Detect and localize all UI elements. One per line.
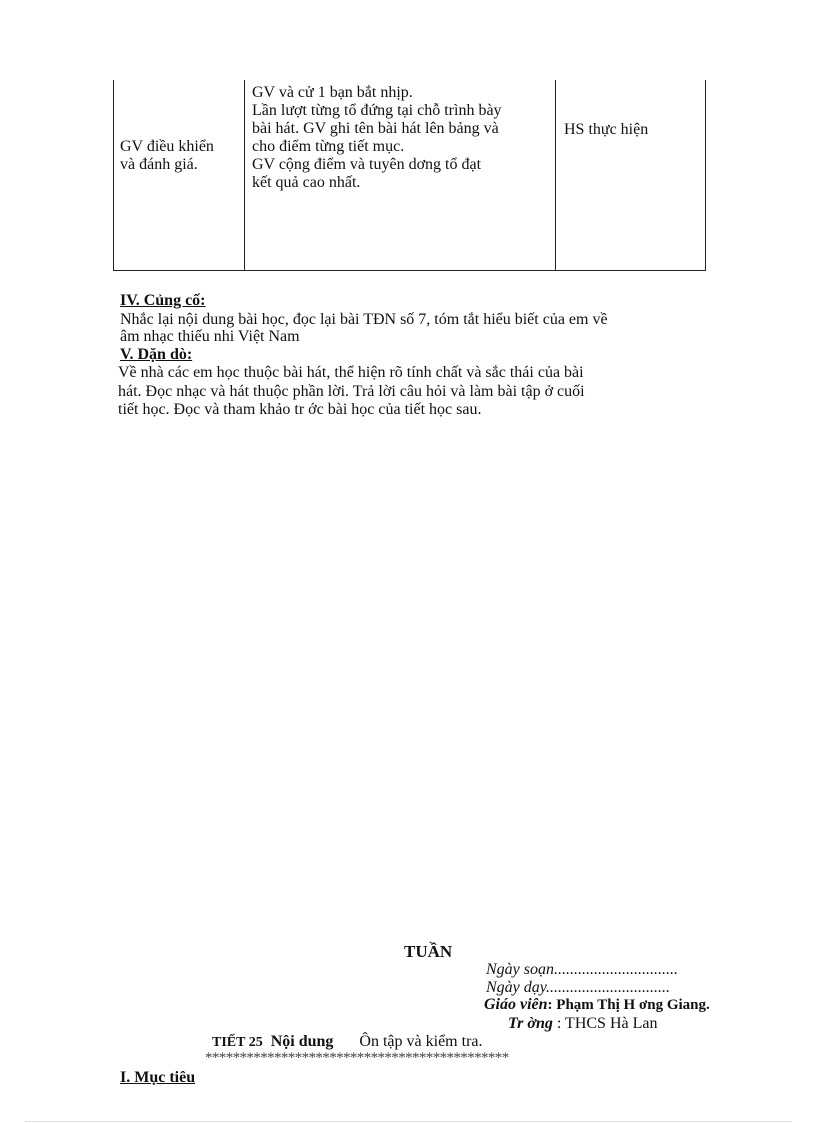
section-consolidation-heading: IV. Củng cố:: [120, 292, 206, 309]
table-cell-line: Lần lượt từng tổ đứng tại chỗ trình bày: [252, 102, 502, 119]
date-prepared: Ngày soạn...............................: [486, 961, 678, 978]
table-cell-line: GV và cử 1 bạn bắt nhịp.: [252, 84, 413, 101]
table-column-divider: [244, 80, 245, 270]
table-cell-student-role: [564, 121, 648, 139]
table-cell-line: kết quả cao nhất.: [252, 174, 361, 191]
section-homework-text: Về nhà các em học thuộc bài hát, thể hiện rõ tính chất và sắc thái của bài: [118, 364, 584, 381]
date-taught: Ngày dạy...............................: [486, 979, 670, 996]
lesson-activity-table: [113, 80, 706, 271]
table-cell-line: GV điều khiển: [120, 138, 214, 155]
section-homework-heading: V. Dặn dò:: [120, 346, 193, 363]
teacher-line: [484, 996, 710, 1014]
section-consolidation-text: Nhắc lại nội dung bài học, đọc lại bài TĐN số 7, tóm tắt hiểu biết của em về: [120, 311, 608, 328]
school-value: : THCS Hà Lan: [552, 1015, 658, 1032]
school-line: [508, 1015, 657, 1033]
lesson-content-value: Ôn tập và kiểm tra.: [359, 1033, 483, 1050]
table-cell-line: GV cộng điểm và tuyên dơng tổ đạt: [252, 156, 482, 173]
page-bottom-rule: [25, 1121, 791, 1122]
table-cell-line: HS thực hiện: [564, 121, 649, 138]
table-cell-activity: [252, 84, 502, 192]
table-cell-teacher-role: [120, 138, 214, 174]
section-consolidation-text: âm nhạc thiếu nhi Việt Nam: [120, 328, 300, 345]
table-cell-line: và đánh giá.: [120, 156, 198, 173]
section-homework-text: hát. Đọc nhạc và hát thuộc phần lời. Trả lời câu hỏi và làm bài tập ở cuối: [118, 383, 585, 400]
teacher-value: : Phạm Thị H ơng Giang.: [547, 997, 710, 1013]
section-objectives-heading: I. Mục tiêu: [120, 1069, 196, 1086]
table-cell-line: cho điểm từng tiết mục.: [252, 138, 405, 155]
teacher-label: Giáo viên: [484, 996, 548, 1013]
school-label: Tr ờng: [508, 1015, 553, 1032]
section-homework-text: tiết học. Đọc và tham khảo tr ớc bài học của tiết học sau.: [118, 401, 482, 418]
lesson-content-label: Nội dung: [270, 1033, 334, 1050]
lesson-number: TIẾT 25: [212, 1035, 263, 1050]
week-title: TUẦN: [404, 942, 453, 961]
star-separator: ********************************************: [205, 1050, 509, 1066]
table-column-divider: [555, 80, 556, 270]
table-cell-line: bài hát. GV ghi tên bài hát lên bảng và: [252, 120, 499, 137]
